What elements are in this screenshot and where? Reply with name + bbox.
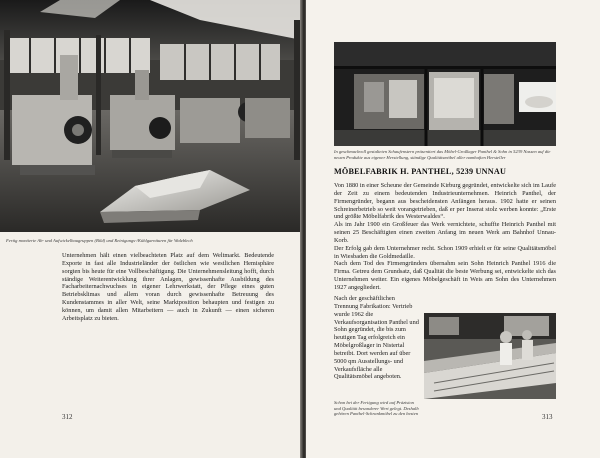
left-photo-caption: Fertig montierte Ab- und Aufwickelbaugruppen (Bild) und Reinigungs-/Kühlgarnituren für Walzblech — [6, 238, 193, 243]
machine-3 — [180, 98, 290, 143]
right-photo-caption: In geschmackvoll gestalteten Schaufenstern präsentiert das Möbel-Großlager Panthel & Sohn in 5239 Nassen auf die neuen Produkte aus eigener Herstellung, ständige Qualitätsmöbel aller namhaften Hersteller — [334, 149, 551, 160]
factory-hall-image — [0, 0, 302, 232]
left-paragraph — [62, 252, 274, 323]
right-page — [306, 0, 600, 458]
left-page-number: 312 — [62, 413, 73, 421]
inset-photo-caption: Schon bei der Fertigung wird auf Präzision und Qualität besonderer Wert gelegt. Deshalb gehören Panthel-Schrankmöbel zu den besten — [334, 400, 419, 417]
factory-hall-photo — [0, 0, 302, 232]
shop-window-photo — [334, 42, 556, 146]
right-text-lower — [334, 295, 420, 381]
right-paragraph-4: Nach dem Tod des Firmengründers übernahm sein Sohn Heinrich Panthel 1916 die Firma. Getreu dem Grundsatz, daß Qualität die beste Werbung sei, entwickelte sich das Unternehmen weiter. Ein eigenes Möbelgeschäft in Weis am Sohn des Unternehmen 1927 angegliedert. — [334, 260, 556, 291]
left-paragraph-text: Unternehmen hält einen vielbeachteten Platz auf dem Weltmarkt. Bedeutende Exporte in fast alle Industrieländer der östlichen wie westlichen Hemisphäre sorgten bis heute für eine Vollbeschäftigung. Die Unternehmensleitung hofft, durch ständige Weiterentwicklung ihrer Anlagen, gewissenhafte Ausbildung des Facharbeiternachwuchses in eigener Lehrwerkstatt, der Pflege eines guten Betriebsklimas und allem voran durch gewissenhafte Betreuung des Kundenstammes in aller Welt, seine Marktposition behaupten und festigen zu können, um damit allen Mitarbeitern — auch in Zukunft — einen sicheren Arbeitsplatz zu bieten. — [62, 252, 274, 322]
workshop-photo — [424, 313, 556, 399]
shop-window-image — [334, 42, 556, 146]
right-paragraph-2: Als im Jahr 1900 ein Großfeuer das Werk vernichtete, schuffte Heinrich Panthel mit seinen 25 Beschäftigten einen zweiten Anfang im neuen Werk am Bahnhof Unnau-Korb. — [334, 221, 556, 244]
workshop-image — [424, 313, 556, 399]
right-text-upper — [334, 182, 556, 292]
right-paragraph-1: Von 1880 in einer Scheune der Gemeinde Kirburg gegründet, entwickelte sich im Laufe der Zeit zu einem bedeutenden Industrieunternehmen. Heinrich Panthel, der Firmengründer, begann aus bescheidensten Anfängen heraus. 1902 hatte er seinen Schreinerbetrieb so weit vorangetrieben, daß er per Inserat stolz werben konnte: „Erste und größte Möbelfabrik des Westerwaldes“. — [334, 182, 556, 221]
right-page-number: 313 — [542, 413, 553, 421]
section-heading: MÖBELFABRIK H. PANTHEL, 5239 UNNAU — [334, 167, 507, 176]
right-paragraph-5: Nach der geschäftlichen Trennung Fabrikation: Vertrieb wurde 1962 die Verkaufsorganisation Panthel und Sohn gegründet, die bis zum heutigen Tag erfolgreich ein Möbelgroßlager in Nistertal betreibt. Dort werden auf über 5000 qm Ausstellungs- und Verkaufsfläche alle Qualitätsmöbel angeboten. — [334, 295, 419, 381]
right-paragraph-3: Der Erfolg gab dem Unternehmer recht. Schon 1909 erhielt er für seine Qualitätsmöbel in Wiesbaden die Goldmedaille. — [334, 244, 556, 260]
